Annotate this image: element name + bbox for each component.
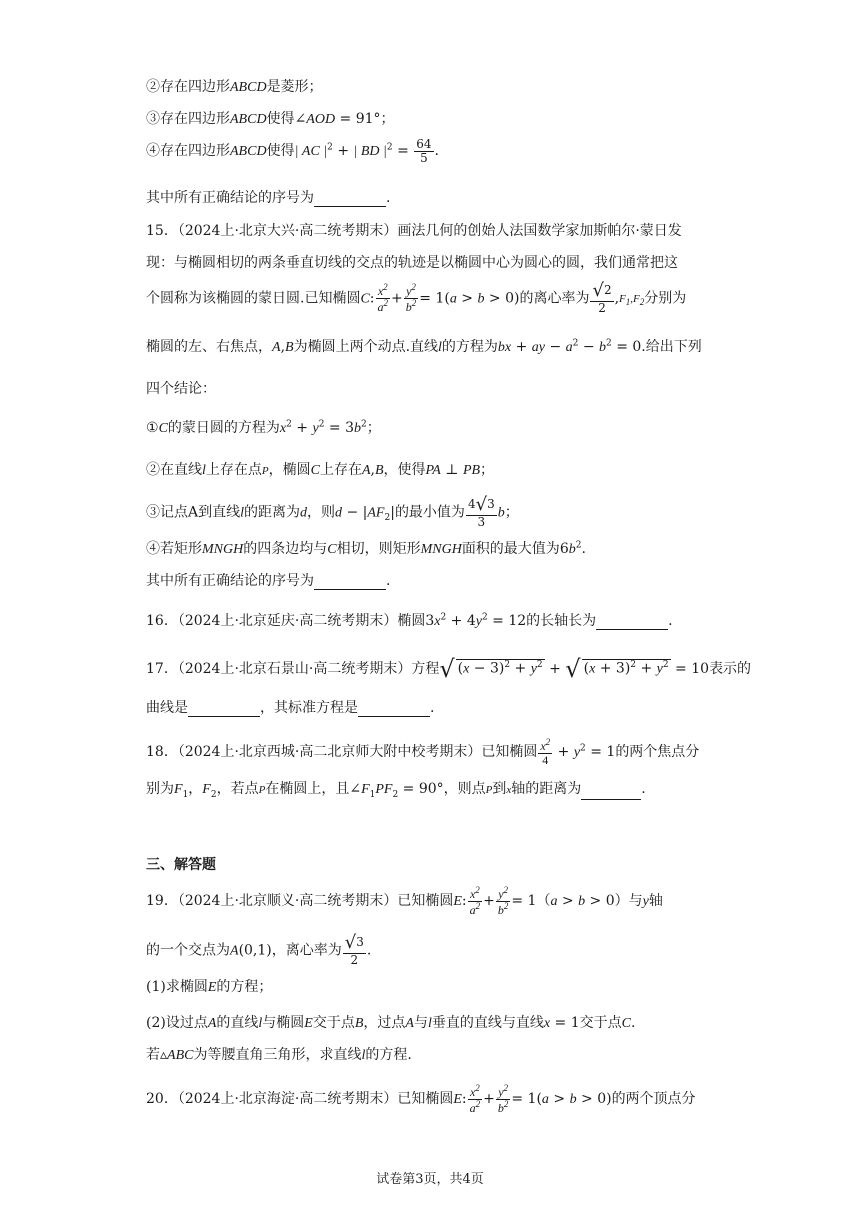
question-18-line2: 别为$F_1$，$F_2$，若点P在椭圆上，且$\angle F_1PF_2 = 90^\circ$，则点P到x轴的距离为 . bbox=[146, 781, 646, 800]
statement-4: ④存在四边形ABCD使得| AC $|^2$ + | BD $|^2$ = $\frac{64}{5}$ . bbox=[146, 137, 439, 165]
question-15-line3: 个圆称为该椭圆的蒙日圆.已知椭圆C: $\frac{x^2}{a^2}$ + $\frac{y^2}{b^2}$ = 1(a > b > 0)的离心率为 $\frac{√2}{2}$ $,F_1,F_2$分别为 bbox=[146, 280, 687, 315]
page-footer: 试卷第3页，共4页 bbox=[376, 1172, 484, 1187]
statement-2: ②存在四边形ABCD是菱形； bbox=[146, 79, 323, 95]
section-heading: 三、解答题 bbox=[146, 857, 216, 873]
question-18: 18．（2024上·北京西城·高二北京师大附中校考期末）已知椭圆 $\frac{x^2}{4}$ + $y^2 = 1$的两个焦点分 bbox=[146, 737, 700, 767]
question-16: 16．（2024上·北京延庆·高二统考期末）椭圆$3x^2 + 4y^2 = 12$的长轴长为 . bbox=[146, 612, 673, 629]
question-15-line4: 椭圆的左、右焦点，A,B为椭圆上两个动点.直线l的方程为bx + ay − $a^2 - b^2 = 0$.给出下列 bbox=[146, 338, 702, 355]
question-19-part2-line2: 若▵ABC为等腰直角三角形，求直线l的方程. bbox=[146, 1047, 412, 1063]
question-19-part2: (2)设过点A的直线l与椭圆E交于点B，过点A与l垂直的直线与直线x = 1交于点C. bbox=[146, 1015, 636, 1031]
question-15-line5: 四个结论： bbox=[146, 381, 216, 397]
question-15: 15．（2024上·北京大兴·高二统考期末）画法几何的创始人法国数学家加斯帕尔·蒙日发 bbox=[146, 223, 682, 239]
question-17-line2: 曲线是 ，其标准方程是 . bbox=[146, 700, 435, 716]
question-15-option1: ①C的蒙日圆的方程为$x^2 + y^2 = 3b^2$； bbox=[146, 419, 381, 436]
question-19-part1: (1)求椭圆E的方程； bbox=[146, 979, 273, 995]
answer-line-15: 其中所有正确结论的序号为 . bbox=[146, 573, 391, 589]
question-15-option3: ③记点A到直线l的距离为d，则$d - |AF_2|$的最小值为 $\frac{4√3}{3}$ b； bbox=[146, 494, 519, 529]
answer-line-14: 其中所有正确结论的序号为 . bbox=[146, 190, 391, 206]
question-20: 20．（2024上·北京海淀·高二统考期末）已知椭圆E: $\frac{x^2}{a^2}$ + $\frac{y^2}{b^2}$ = 1(a > b > 0)的两个顶点分 bbox=[146, 1083, 696, 1115]
question-15-option4: ④若矩形MNGH的四条边均与C相切，则矩形MNGH面积的最大值为$6b^2$. bbox=[146, 540, 586, 557]
question-17: 17．（2024上·北京石景山·高二统考期末）方程√ $(x - 3)^2 + y^2$ + √ $(x + 3)^2 + y^2 = 10$表示的 bbox=[146, 655, 752, 683]
question-15-option2: ②在直线l上存在点P，椭圆C上存在A,B，使得PA ⊥ PB； bbox=[146, 462, 495, 478]
question-19-line2: 的一个交点为A(0,1)，离心率为 $\frac{√3}{2}$ . bbox=[146, 932, 372, 967]
statement-3: ③存在四边形ABCD使得∠AOD = 91°； bbox=[146, 111, 395, 127]
question-19: 19．（2024上·北京顺义·高二统考期末）已知椭圆E: $\frac{x^2}{a^2}$ + $\frac{y^2}{b^2}$ = 1（a > b > 0）与y轴 bbox=[146, 885, 663, 917]
question-15-line2: 现：与椭圆相切的两条垂直切线的交点的轨迹是以椭圆中心为圆心的圆，我们通常把这 bbox=[146, 255, 678, 271]
